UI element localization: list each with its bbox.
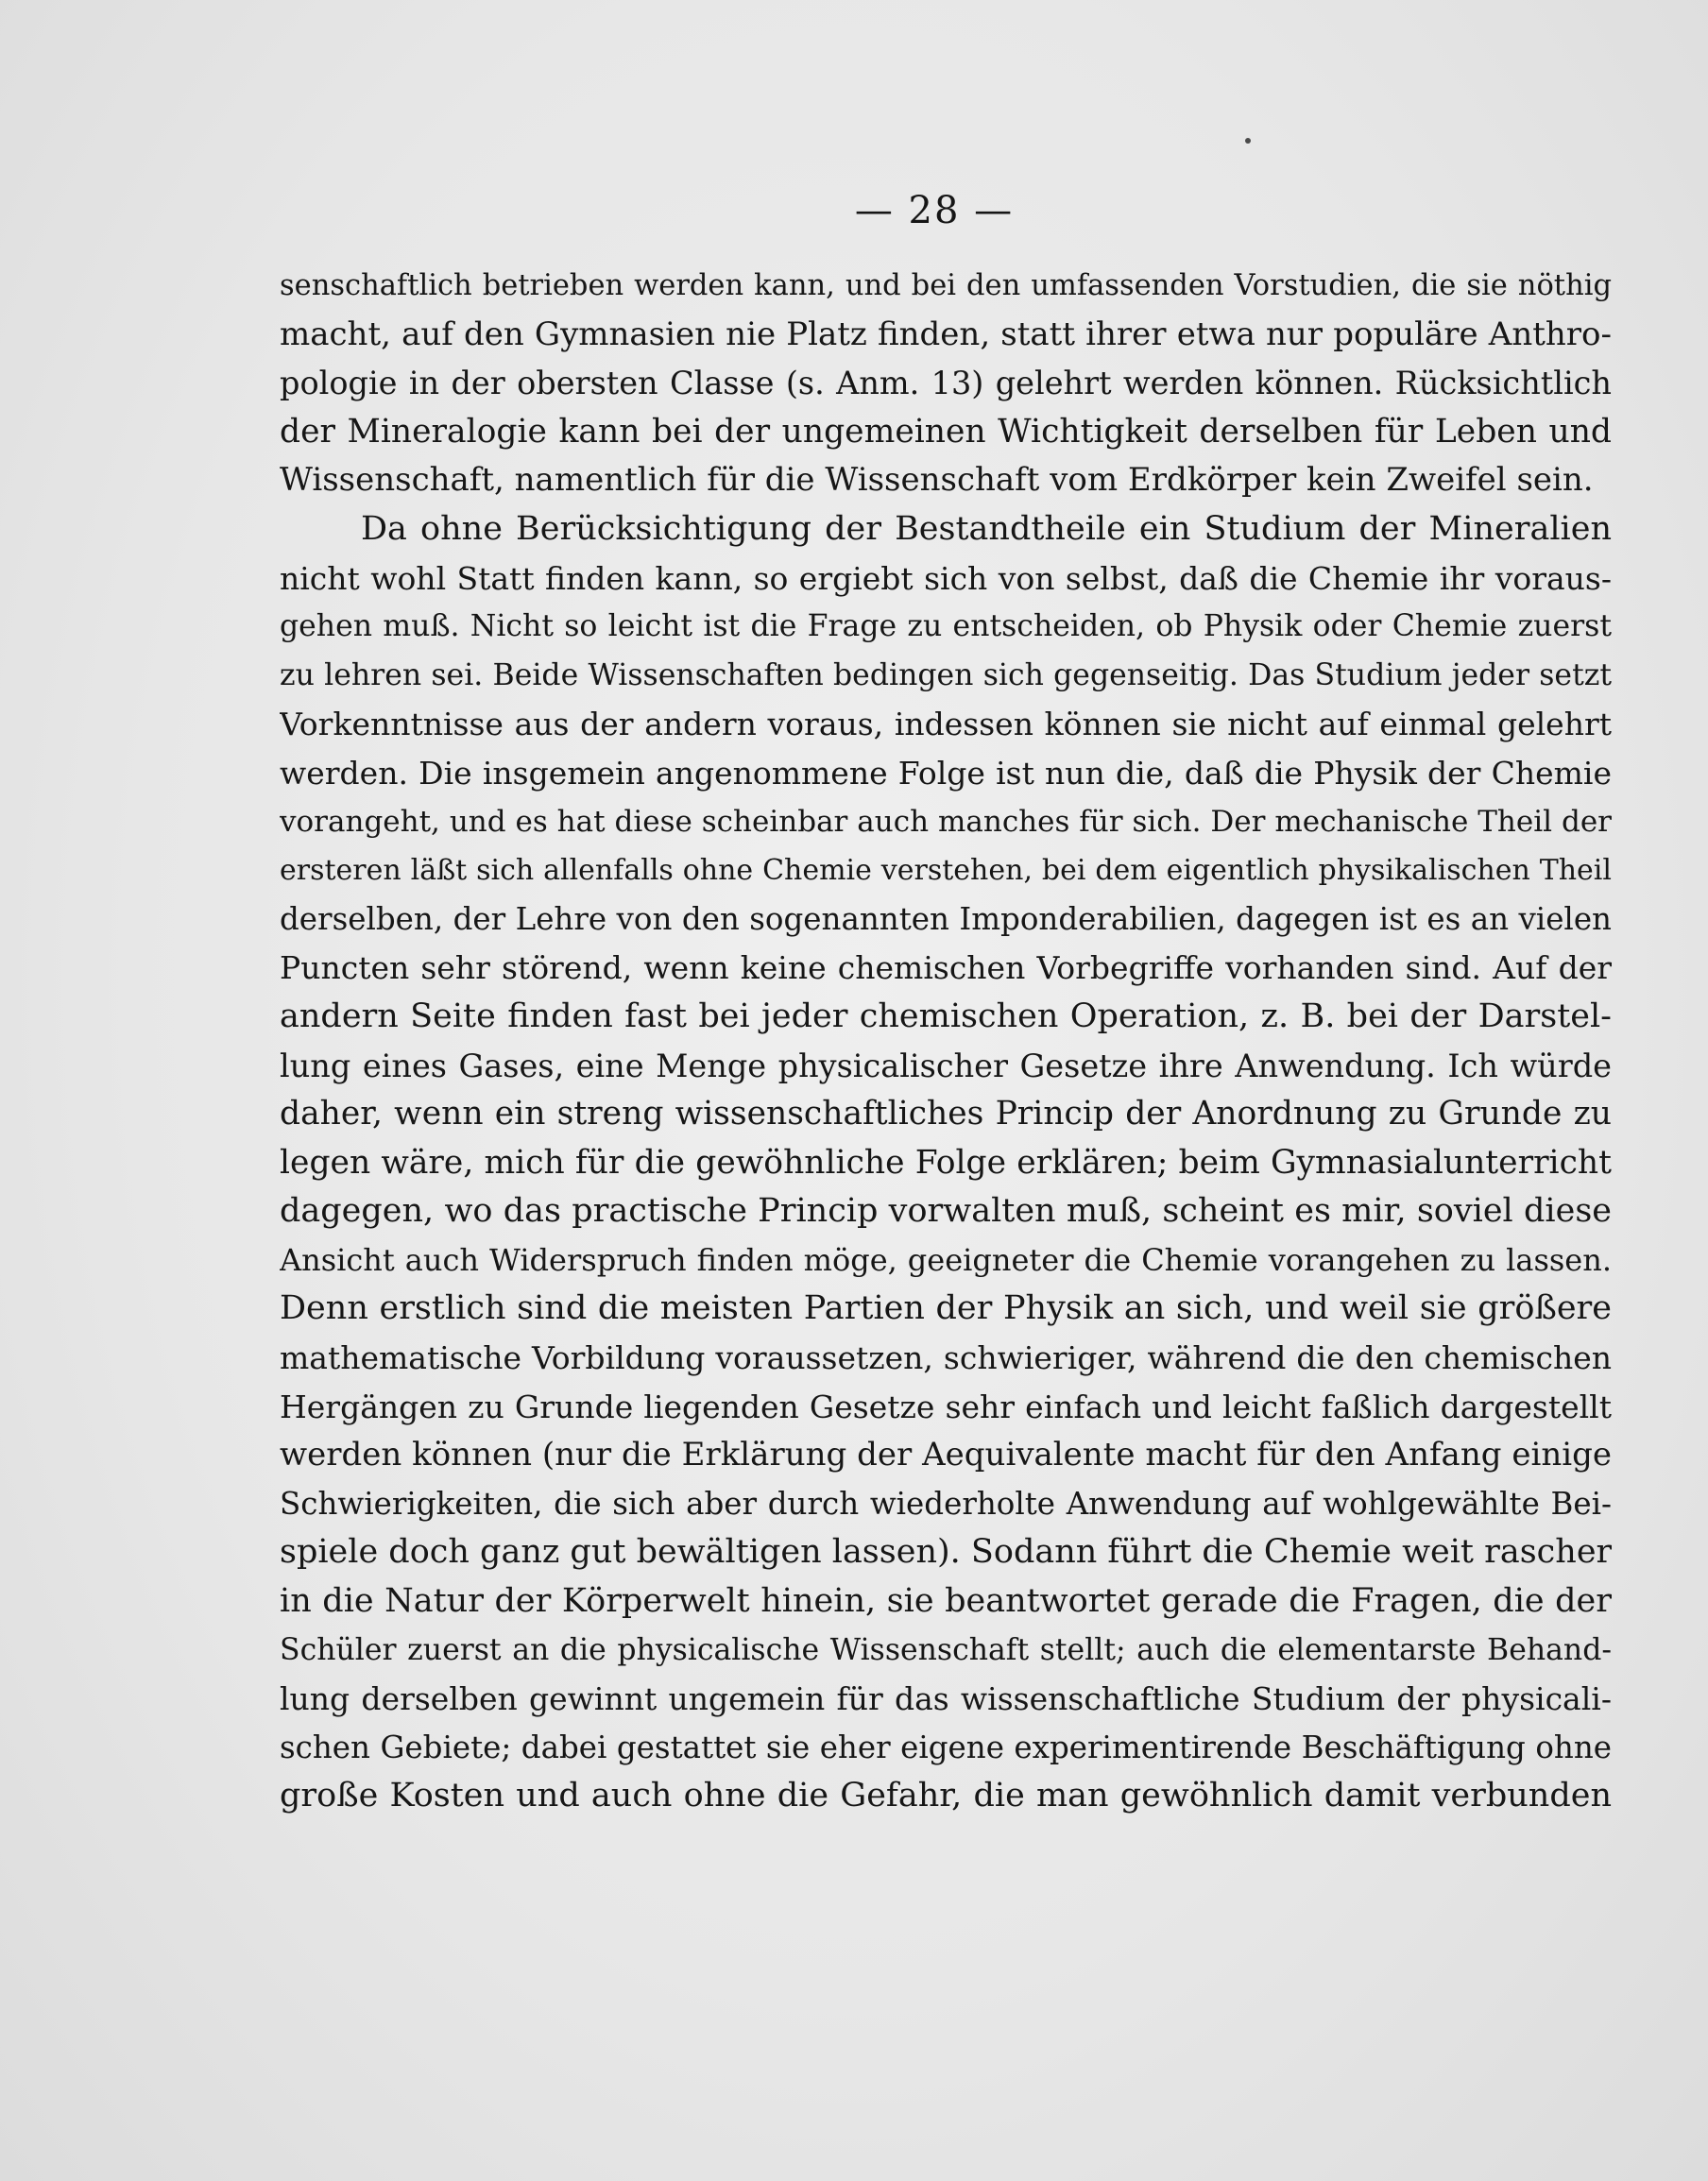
- text-line: vorangeht, und es hat diese scheinbar auch manches für sich. Der mechanische Theil der: [280, 804, 1612, 839]
- text-line: Schwierigkeiten, die sich aber durch wiederholte Anwendung auf wohlgewählte Bei-: [280, 1485, 1612, 1522]
- text-line: pologie in der obersten Classe (s. Anm. 13) gelehrt werden können. Rücksichtlich: [280, 365, 1612, 402]
- text-line: senschaftlich betrieben werden kann, und bei den umfassenden Vorstudien, die sie nöthig: [280, 269, 1612, 302]
- text-line: ersteren läßt sich allenfalls ohne Chemie verstehen, bei dem eigentlich physikalischen Theil: [280, 854, 1612, 888]
- text-line: gehen muß. Nicht so leicht ist die Frage zu entscheiden, ob Physik oder Chemie zuerst: [280, 609, 1612, 644]
- text-line: in die Natur der Körperwelt hinein, sie beantwortet gerade die Fragen, die der: [280, 1582, 1612, 1621]
- page-number: — 28 —: [854, 189, 1015, 232]
- text-line: nicht wohl Statt finden kann, so ergiebt sich von selbst, daß die Chemie ihr voraus-: [280, 559, 1612, 597]
- text-line: Schüler zuerst an die physicalische Wissenschaft stellt; auch die elementarste Behand-: [280, 1632, 1612, 1667]
- text-line: Hergängen zu Grunde liegenden Gesetze sehr einfach und leicht faßlich dargestellt: [280, 1388, 1612, 1425]
- body-text: [280, 262, 1612, 1821]
- text-line: dagegen, wo das practische Princip vorwalten muß, scheint es mir, soviel diese: [280, 1192, 1612, 1231]
- text-line: derselben, der Lehre von den sogenannten Imponderabilien, dagegen ist es an vielen: [280, 900, 1612, 937]
- text-line: Ansicht auch Widerspruch finden möge, geeigneter die Chemie vorangehen zu lassen.: [280, 1241, 1612, 1278]
- text-line: mathematische Vorbildung voraussetzen, schwieriger, während die den chemischen: [280, 1339, 1612, 1377]
- text-line: werden können (nur die Erklärung der Aequivalente macht für den Anfang einige: [280, 1436, 1612, 1474]
- text-line: legen wäre, mich für die gewöhnliche Folge erklären; beim Gymnasialunterricht: [280, 1143, 1612, 1182]
- text-line: der Mineralogie kann bei der ungemeinen Wichtigkeit derselben für Leben und: [280, 412, 1612, 451]
- text-line: macht, auf den Gymnasien nie Platz finden, statt ihrer etwa nur populäre Anthro-: [280, 315, 1612, 353]
- text-line: werden. Die insgemein angenommene Folge ist nun die, daß die Physik der Chemie: [280, 754, 1612, 792]
- text-line: lung eines Gases, eine Menge physicalischer Gesetze ihre Anwendung. Ich würde: [280, 1047, 1612, 1084]
- text-line: schen Gebiete; dabei gestattet sie eher eigene experimentirende Beschäftigung ohne: [280, 1729, 1612, 1765]
- text-line: Wissenschaft, namentlich für die Wissenschaft vom Erdkörper kein Zweifel sein.: [280, 461, 1594, 500]
- text-line: große Kosten und auch ohne die Gefahr, die man gewöhnlich damit verbunden: [280, 1777, 1612, 1815]
- ink-speck: [1245, 138, 1251, 144]
- text-line: Vorkenntnisse aus der andern voraus, indessen können sie nicht auf einmal gelehrt: [280, 706, 1612, 743]
- text-line: Denn erstlich sind die meisten Partien der Physik an sich, und weil sie größere: [280, 1289, 1612, 1328]
- text-line: Da ohne Berücksichtigung der Bestandtheile ein Studium der Mineralien: [361, 509, 1612, 548]
- text-line: lung derselben gewinnt ungemein für das wissenschaftliche Studium der physicali-: [280, 1680, 1612, 1718]
- text-line: andern Seite finden fast bei jeder chemischen Operation, z. B. bei der Darstel-: [280, 997, 1612, 1035]
- text-line: spiele doch ganz gut bewältigen lassen). Sodann führt die Chemie weit rascher: [280, 1533, 1612, 1572]
- text-line: Puncten sehr störend, wenn keine chemischen Vorbegriffe vorhanden sind. Auf der: [280, 949, 1612, 987]
- text-line: daher, wenn ein streng wissenschaftliches Princip der Anordnung zu Grunde zu: [280, 1095, 1612, 1133]
- text-line: zu lehren sei. Beide Wissenschaften bedingen sich gegenseitig. Das Studium jeder setzt: [280, 657, 1612, 692]
